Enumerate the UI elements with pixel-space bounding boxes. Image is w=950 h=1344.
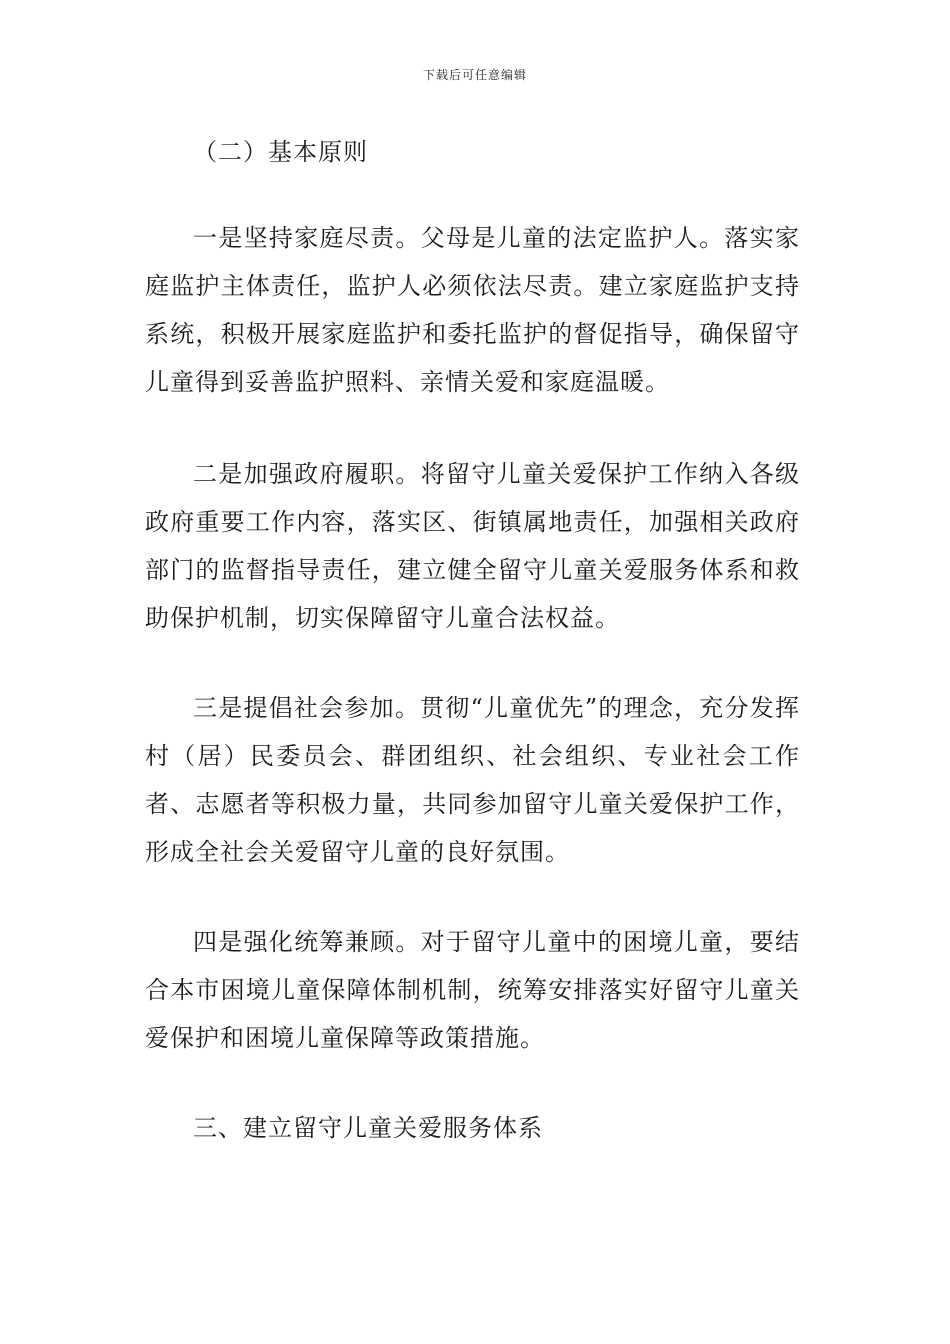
paragraph-text: 三是提倡社会参加。贯彻“儿童优先”的理念，充分发挥村（居）民委员会、群团组织、社会组织、专业社会工作者、志愿者等积极力量，共同参加留守儿童关爱保护工作，形成全社会关爱留守儿童的良好氛围。 bbox=[145, 694, 800, 866]
paragraph-text: 四是强化统筹兼顾。对于留守儿童中的困境儿童，要结合本市困境儿童保障体制机制，统筹安排落实好留守儿童关爱保护和困境儿童保障等政策措施。 bbox=[145, 928, 800, 1052]
paragraph-family-responsibility bbox=[145, 214, 800, 406]
paragraph-coordination bbox=[145, 918, 800, 1062]
page-header-note: 下载后可任意编辑 bbox=[422, 68, 527, 82]
paragraph-text: 一是坚持家庭尽责。父母是儿童的法定监护人。落实家庭监护主体责任，监护人必须依法尽责。建立家庭监护支持系统，积极开展家庭监护和委托监护的督促指导，确保留守儿童得到妥善监护照料、亲情关爱和家庭温暖。 bbox=[145, 224, 800, 396]
subsection-title: （二）基本原则 bbox=[193, 138, 368, 166]
paragraph-text: 二是加强政府履职。将留守儿童关爱保护工作纳入各级政府重要工作内容，落实区、街镇属地责任，加强相关政府部门的监督指导责任，建立健全留守儿童关爱服务体系和救助保护机制，切实保障留守儿童合法权益。 bbox=[145, 460, 800, 632]
section-title: 三、建立留守儿童关爱服务体系 bbox=[193, 1114, 543, 1142]
paragraph-government-duty bbox=[145, 450, 800, 642]
paragraph-social-participation bbox=[145, 684, 800, 876]
